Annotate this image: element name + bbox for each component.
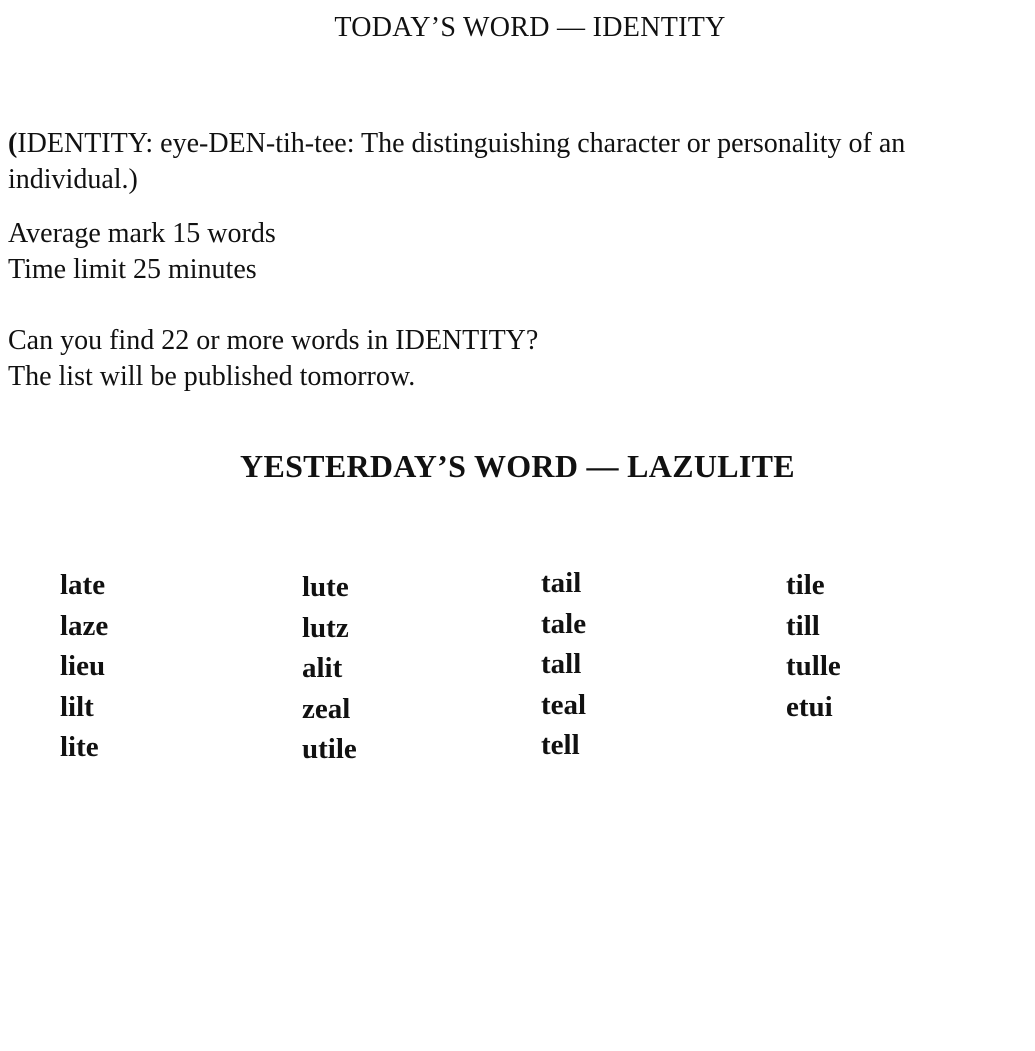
word-list-item: tail — [541, 567, 582, 599]
word-list-item: alit — [302, 652, 343, 684]
publish-note: The list will be published tomorrow. — [8, 361, 416, 392]
word-list-item: lutz — [302, 611, 349, 644]
word-column-4 — [786, 565, 841, 727]
word-list-item: teal — [541, 688, 587, 721]
word-list-item: lite — [60, 731, 99, 763]
yesterday-word-title: YESTERDAY’S WORD — LAZULITE — [240, 448, 795, 484]
word-list-item: tale — [541, 607, 587, 640]
definition-open-paren: ( — [8, 128, 18, 159]
word-list-item: lute — [302, 571, 349, 603]
word-column-3 — [541, 563, 586, 766]
word-column-1 — [60, 565, 108, 768]
word-list-item: laze — [60, 609, 109, 642]
word-list-item: till — [786, 609, 820, 642]
word-list-item: tulle — [786, 650, 841, 682]
word-list-item: lilt — [60, 690, 94, 723]
word-list-item: etui — [786, 690, 833, 723]
word-list-item: tall — [541, 648, 582, 680]
average-mark: Average mark 15 words — [8, 218, 276, 249]
word-list-item: utile — [302, 733, 357, 765]
challenge-block — [8, 323, 538, 395]
definition-text: IDENTITY: eye-DEN-tih-tee: The distinguishing character or personality of an individual.) — [8, 128, 906, 195]
word-list-item: lieu — [60, 650, 106, 682]
challenge-question: Can you find 22 or more words in IDENTITY? — [8, 325, 539, 356]
definition — [8, 126, 1018, 198]
word-list-item: tell — [541, 729, 580, 761]
stats-block — [8, 216, 276, 288]
time-limit: Time limit 25 minutes — [8, 254, 257, 285]
word-list-item: tile — [786, 569, 825, 601]
word-list-item: zeal — [302, 692, 351, 725]
today-word-title: TODAY’S WORD — IDENTITY — [334, 12, 726, 43]
word-column-2 — [302, 567, 357, 770]
word-list-item: late — [60, 569, 106, 601]
